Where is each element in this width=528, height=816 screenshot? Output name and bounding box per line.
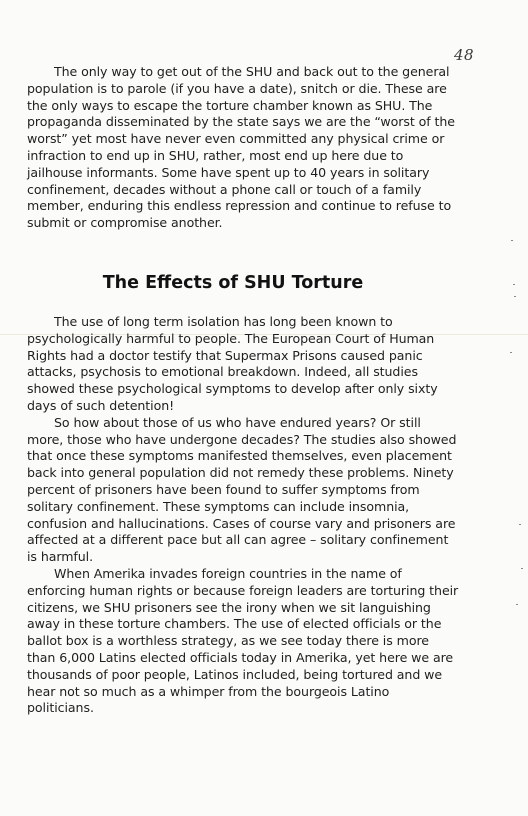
page-number: 48 bbox=[454, 46, 475, 64]
section-heading: The Effects of SHU Torture bbox=[102, 273, 364, 293]
scan-speck bbox=[514, 296, 516, 297]
scan-speck bbox=[516, 604, 518, 605]
scan-speck bbox=[519, 524, 521, 525]
scan-speck bbox=[521, 568, 523, 569]
paragraph: The use of long term isolation has long been known to psychologically harmful to people. The European Court of Human Rights had a doctor testify that Supermax Prisons caused panic attacks, psychosis to emotional breakdown. Indeed, all studies showed these psychological symptoms to develop after only sixty days of such detention! bbox=[27, 314, 438, 413]
paragraph: The only way to get out of the SHU and back out to the general population is to parole (if you have a date), snitch or die. These are the only ways to escape the torture chamber known as SHU. The propaganda disseminated by the state says we are the “worst of the worst” yet most have never even committed any physical crime or infraction to end up in SHU, rather, most end up here due to jailhouse informants. Some have spent up to 40 years in solitary confinement, decades without a phone call or touch of a family member, enduring this endless repression and continue to refuse to submit or compromise another. bbox=[27, 64, 455, 231]
intro-text-block bbox=[27, 64, 459, 232]
scan-speck bbox=[510, 352, 512, 353]
paragraph: So how about those of us who have endured years? Or still more, those who have undergone decades? The studies also showed that once these symptoms manifested themselves, even placement back into general population did not remedy these problems. Ninety percent of prisoners have been found to suffer symptoms from solitary confinement. These symptoms can include insomnia, confusion and hallucinations. Cases of course vary and prisoners are affected at a different pace but all can agree – solitary confinement is harmful. bbox=[27, 414, 457, 565]
scan-speck bbox=[513, 284, 515, 285]
effects-text-block bbox=[27, 314, 459, 717]
scan-speck bbox=[511, 240, 513, 241]
paragraph: When Amerika invades foreign countries in the name of enforcing human rights or because foreign leaders are torturing their citizens, we SHU prisoners see the irony when we sit languishing away in these torture chambers. The use of elected officials or the ballot box is a worthless strategy, as we see today there is more than 6,000 Latins elected officials today in Amerika, yet here we are thousands of poor people, Latinos included, being tortured and we hear not so much as a whimper from the bourgeois Latino politicians. bbox=[27, 565, 459, 716]
